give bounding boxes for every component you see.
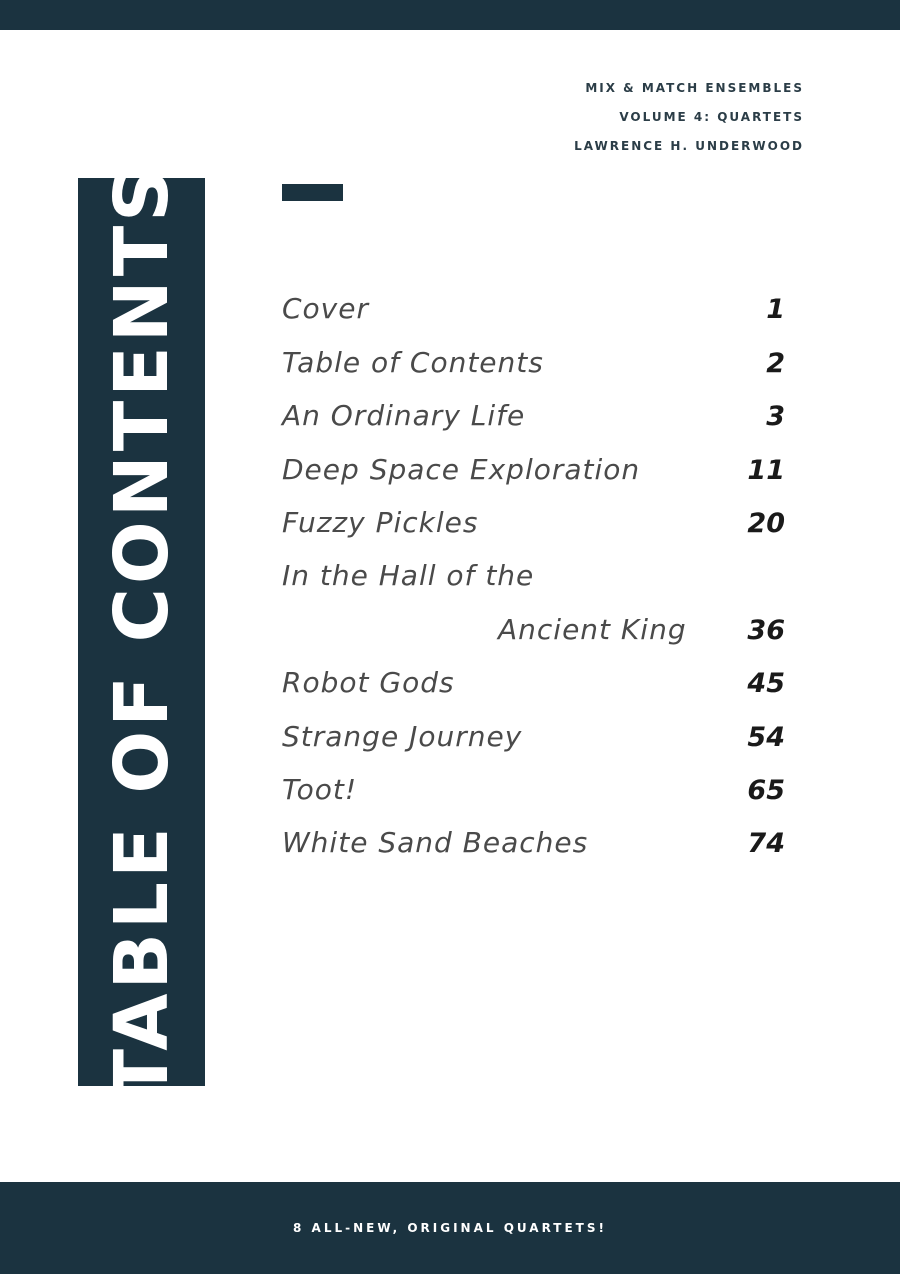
toc-page: 3 bbox=[766, 401, 785, 433]
toc-page: 20 bbox=[747, 507, 785, 539]
toc-row bbox=[282, 387, 785, 440]
toc-row bbox=[282, 440, 785, 493]
toc-row bbox=[282, 547, 785, 600]
toc-page: 45 bbox=[747, 668, 785, 700]
toc-page: 11 bbox=[747, 454, 785, 486]
toc-title: Table of Contents bbox=[282, 345, 544, 379]
table-of-contents bbox=[282, 280, 785, 867]
side-title-panel bbox=[78, 164, 205, 1100]
author-name: LAWRENCE H. UNDERWOOD bbox=[574, 139, 804, 153]
footer-tagline: 8 ALL-NEW, ORIGINAL QUARTETS! bbox=[293, 1221, 607, 1235]
toc-page: 54 bbox=[747, 721, 785, 753]
toc-page: 1 bbox=[766, 294, 785, 326]
footer-bar bbox=[0, 1182, 900, 1274]
toc-title: Fuzzy Pickles bbox=[282, 505, 479, 539]
toc-page: 65 bbox=[747, 774, 785, 806]
toc-title: An Ordinary Life bbox=[282, 399, 526, 433]
toc-row bbox=[282, 600, 785, 653]
toc-title: In the Hall of the bbox=[282, 559, 535, 593]
toc-row bbox=[282, 761, 785, 814]
top-bar bbox=[0, 0, 900, 30]
toc-page: 74 bbox=[747, 828, 785, 860]
toc-title: White Sand Beaches bbox=[282, 826, 589, 860]
series-title: MIX & MATCH ENSEMBLES bbox=[585, 81, 804, 95]
toc-title-continued: Ancient King bbox=[498, 612, 687, 646]
volume-title: VOLUME 4: QUARTETS bbox=[619, 110, 804, 124]
toc-row bbox=[282, 654, 785, 707]
toc-row bbox=[282, 333, 785, 386]
toc-title: Toot! bbox=[282, 772, 358, 806]
toc-page: 36 bbox=[747, 614, 785, 646]
toc-row bbox=[282, 814, 785, 867]
toc-title: Robot Gods bbox=[282, 666, 455, 700]
toc-title: Cover bbox=[282, 292, 369, 326]
accent-bar bbox=[282, 184, 343, 201]
toc-title: Deep Space Exploration bbox=[282, 452, 641, 486]
toc-row bbox=[282, 494, 785, 547]
toc-row bbox=[282, 280, 785, 333]
toc-row bbox=[282, 707, 785, 760]
toc-page: 2 bbox=[766, 347, 785, 379]
toc-title: Strange Journey bbox=[282, 719, 523, 753]
page-title: TABLE OF CONTENTS bbox=[98, 164, 185, 1100]
header-info bbox=[574, 74, 804, 161]
